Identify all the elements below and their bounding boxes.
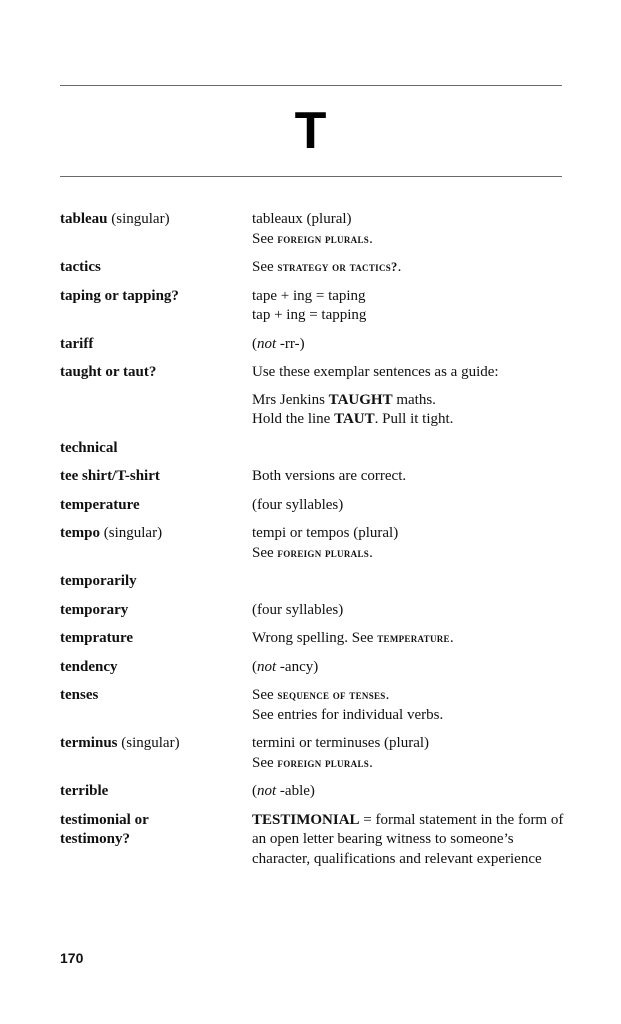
cross-reference: strategy or tactics?: [277, 260, 398, 274]
entry-word: tendency: [60, 658, 118, 675]
entry-qualifier: (singular): [103, 525, 163, 541]
cross-reference: temperature: [377, 631, 450, 645]
entry-tableau: tableau (singular) tableaux (plural) See foreign plurals.: [60, 210, 570, 249]
entry-word: terminus: [60, 735, 118, 751]
entry-word: tableau: [60, 211, 108, 227]
entry-tactics: tactics See strategy or tactics?.: [60, 259, 402, 275]
entry-word: taught or taut?: [60, 364, 157, 380]
page-number: 170: [60, 950, 84, 966]
entry-word: technical: [60, 439, 118, 456]
entry-word: terrible: [60, 783, 109, 799]
entry-terrible: terrible (not -able): [60, 783, 315, 799]
entry-word: tenses: [60, 687, 99, 703]
entry-temporarily: [60, 572, 570, 592]
entry-word: testimony?: [60, 831, 130, 847]
entry-technical: [60, 439, 570, 459]
entry-word: tempo: [60, 525, 100, 541]
entry-qualifier: (singular): [121, 735, 180, 751]
entry-word: taping or tapping?: [60, 287, 179, 304]
entry-tee-shirt: tee shirt/T-shirt Both versions are correct.: [60, 468, 407, 484]
cross-reference: foreign plurals: [277, 755, 370, 770]
cross-reference: foreign plurals: [277, 231, 370, 246]
entry-terminus: terminus (singular) termini or terminuses (plural) See foreign plurals.: [60, 735, 430, 771]
entry-word: testimonial or: [60, 811, 149, 828]
entry-testimonial: testimonial or testimony? TESTIMONIAL = formal statement in the form of an open letter bearing witness to someone’s character, qualifications and relevant experience: [60, 811, 564, 867]
definition-line: tableaux (plural): [252, 211, 352, 227]
bottom-rule: [60, 176, 562, 177]
entry-list: [60, 210, 570, 878]
entry-tenses: tenses See sequence of tenses. See entries for individual verbs.: [60, 687, 444, 723]
definition-line: tap + ing = tapping: [252, 307, 367, 323]
entry-word: temprature: [60, 630, 134, 646]
entry-taping: [60, 287, 570, 326]
entry-qualifier: (singular): [111, 211, 170, 227]
cross-reference: foreign plurals: [277, 545, 370, 560]
entry-tariff: tariff (not -rr-): [60, 335, 305, 352]
entry-temperature: temperature (four syllables): [60, 496, 344, 513]
entry-tendency: tendency (not -ancy): [60, 658, 319, 675]
definition-line: tape + ing = taping: [252, 287, 366, 304]
cross-reference: sequence of tenses: [277, 688, 386, 702]
entry-word: temporarily: [60, 573, 137, 589]
entry-word: tee shirt/T-shirt: [60, 468, 160, 484]
entry-word: tariff: [60, 335, 94, 352]
entry-word: temperature: [60, 496, 140, 513]
top-rule: [60, 85, 562, 86]
entry-temporary: temporary (four syllables): [60, 601, 344, 618]
entry-tempo: tempo (singular) tempi or tempos (plural) See foreign plurals.: [60, 525, 399, 561]
entry-taught: taught or taut? Use these exemplar sentences as a guide: Mrs Jenkins TAUGHT maths. Hold the line TAUT. Pull it tight.: [60, 364, 499, 427]
entry-word: tactics: [60, 259, 101, 275]
section-letter: T: [294, 102, 327, 160]
entry-temprature: temprature Wrong spelling. See temperature.: [60, 630, 454, 646]
entry-word: temporary: [60, 601, 129, 618]
